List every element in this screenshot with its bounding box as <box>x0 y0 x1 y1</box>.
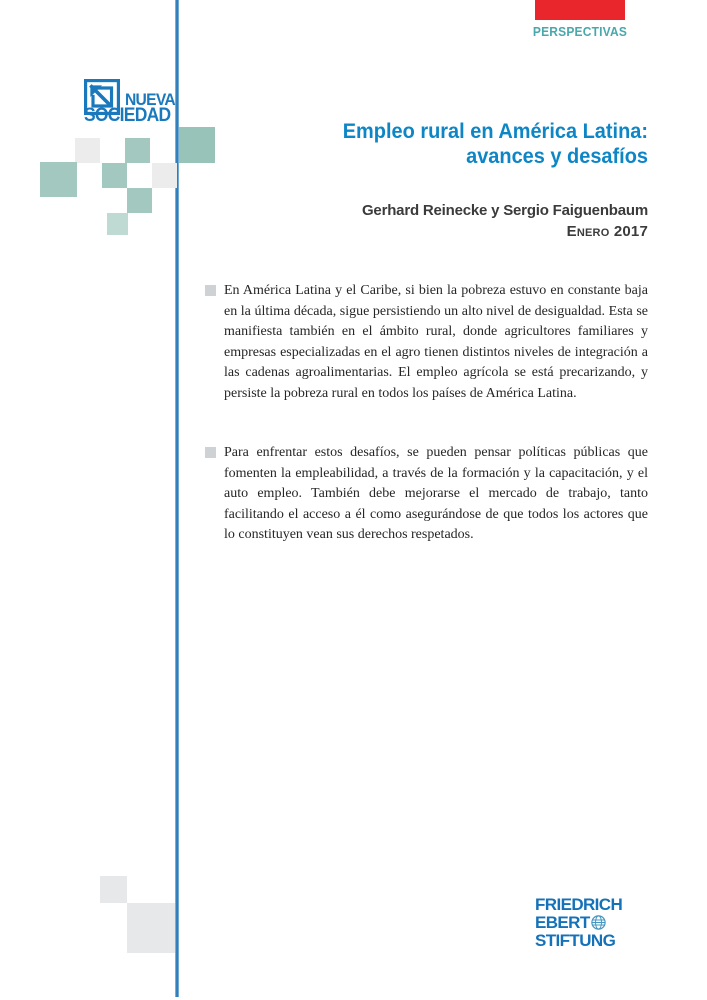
decor-square <box>125 138 150 163</box>
friedrich-ebert-stiftung-logo <box>535 897 655 950</box>
decor-square <box>107 213 128 235</box>
summary-paragraph <box>205 281 648 404</box>
page-title <box>192 120 648 169</box>
decor-square <box>152 163 177 188</box>
series-label: PERSPECTIVAS <box>532 25 628 39</box>
fes-logo-line1: FRIEDRICH <box>535 895 623 914</box>
publisher-name-line1: NUEVA <box>125 90 175 109</box>
summary-text: En América Latina y el Caribe, si bien la pobreza estuvo en constante baja en la última década, sigue persistiendo un alto nivel de desigualdad. Esta se manifiesta también en el ámbito rural, donde agricultores familiares y empresas especializadas en el agro tienen distintos niveles de integración a las cadenas agroalimentarias. El empleo agrícola se está precarizando, y persiste la pobreza rural en todos los países de América Latina. <box>224 283 648 401</box>
summary-paragraph <box>205 443 648 546</box>
publication-date: Enero 2017 <box>566 223 648 240</box>
summary-text: Para enfrentar estos desafíos, se pueden pensar políticas públicas que fomenten la empleabilidad, a través de la formación y la capacitación, y el auto empleo. También debe mejorarse el mercado de trabajo, tanto facilitando el acceso a él como asegurándose de que todos los actores que lo constituyen vean sus derechos respetados. <box>224 445 648 542</box>
header-red-block <box>535 0 625 20</box>
decor-square <box>40 162 77 197</box>
bullet-square-icon <box>205 285 216 296</box>
authors: Gerhard Reinecke y Sergio Faiguenbaum <box>361 202 648 219</box>
decor-square <box>75 138 100 163</box>
fes-logo-line3: STIFTUNG <box>535 931 616 950</box>
title-line1: Empleo rural en América Latina: <box>342 120 648 143</box>
decor-square <box>102 163 127 188</box>
decor-square <box>127 188 152 213</box>
decor-square <box>127 903 175 953</box>
title-line2: avances y desafíos <box>466 144 648 168</box>
decor-square <box>100 876 127 903</box>
publisher-name-line2: SOCIEDAD <box>84 105 171 126</box>
fes-logo-line2: EBERT <box>535 913 590 932</box>
bullet-square-icon <box>205 447 216 458</box>
